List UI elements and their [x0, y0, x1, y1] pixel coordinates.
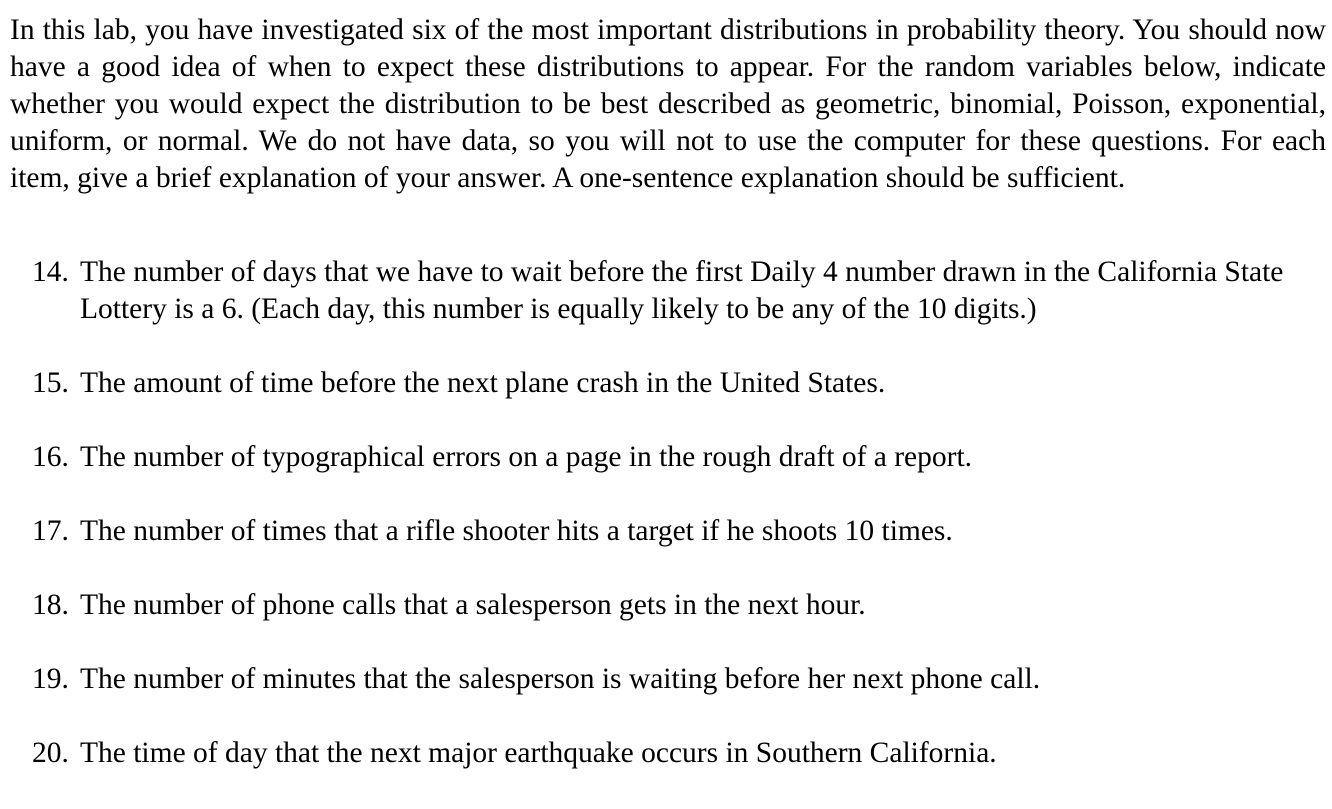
- question-text: The number of minutes that the salesperson is waiting before her next phone call.: [80, 663, 1041, 695]
- question-list: [32, 254, 1316, 809]
- question-item-18: [32, 587, 1316, 624]
- question-text: The number of times that a rifle shooter hits a target if he shoots 10 times.: [80, 515, 953, 547]
- question-item-15: [32, 365, 1316, 402]
- question-number: 16.: [32, 441, 69, 473]
- question-number: 15.: [32, 367, 69, 399]
- question-number: 14.: [32, 256, 69, 288]
- intro-paragraph: In this lab, you have investigated six of the most important distributions in probability theory. You should now have a good idea of when to expect these distributions to appear. For the random variables below, indicate whether you would expect the distribution to be best described as geometric, binomial, Poisson, exponential, uniform, or normal. We do not have data, so you will not to use the computer for these questions. For each item, give a brief explanation of your answer. A one-sentence explanation should be sufficient.: [10, 14, 1326, 194]
- question-item-14: [32, 254, 1316, 328]
- question-item-19: [32, 661, 1316, 698]
- question-number: 17.: [32, 515, 69, 547]
- question-item-16: [32, 439, 1316, 476]
- question-number: 20.: [32, 737, 69, 769]
- question-text: The amount of time before the next plane crash in the United States.: [80, 367, 886, 399]
- document-page: [10, 12, 1326, 197]
- question-item-17: [32, 513, 1316, 550]
- question-number: 19.: [32, 663, 69, 695]
- question-number: 18.: [32, 589, 69, 621]
- question-text: The number of phone calls that a salesperson gets in the next hour.: [80, 589, 866, 621]
- question-text: The time of day that the next major earthquake occurs in Southern California.: [80, 737, 997, 769]
- question-text: The number of days that we have to wait before the first Daily 4 number drawn in the California State Lottery is a 6. (Each day, this number is equally likely to be any of the 10 digits.): [80, 256, 1284, 325]
- question-text: The number of typographical errors on a page in the rough draft of a report.: [80, 441, 973, 473]
- question-item-20: [32, 735, 1316, 772]
